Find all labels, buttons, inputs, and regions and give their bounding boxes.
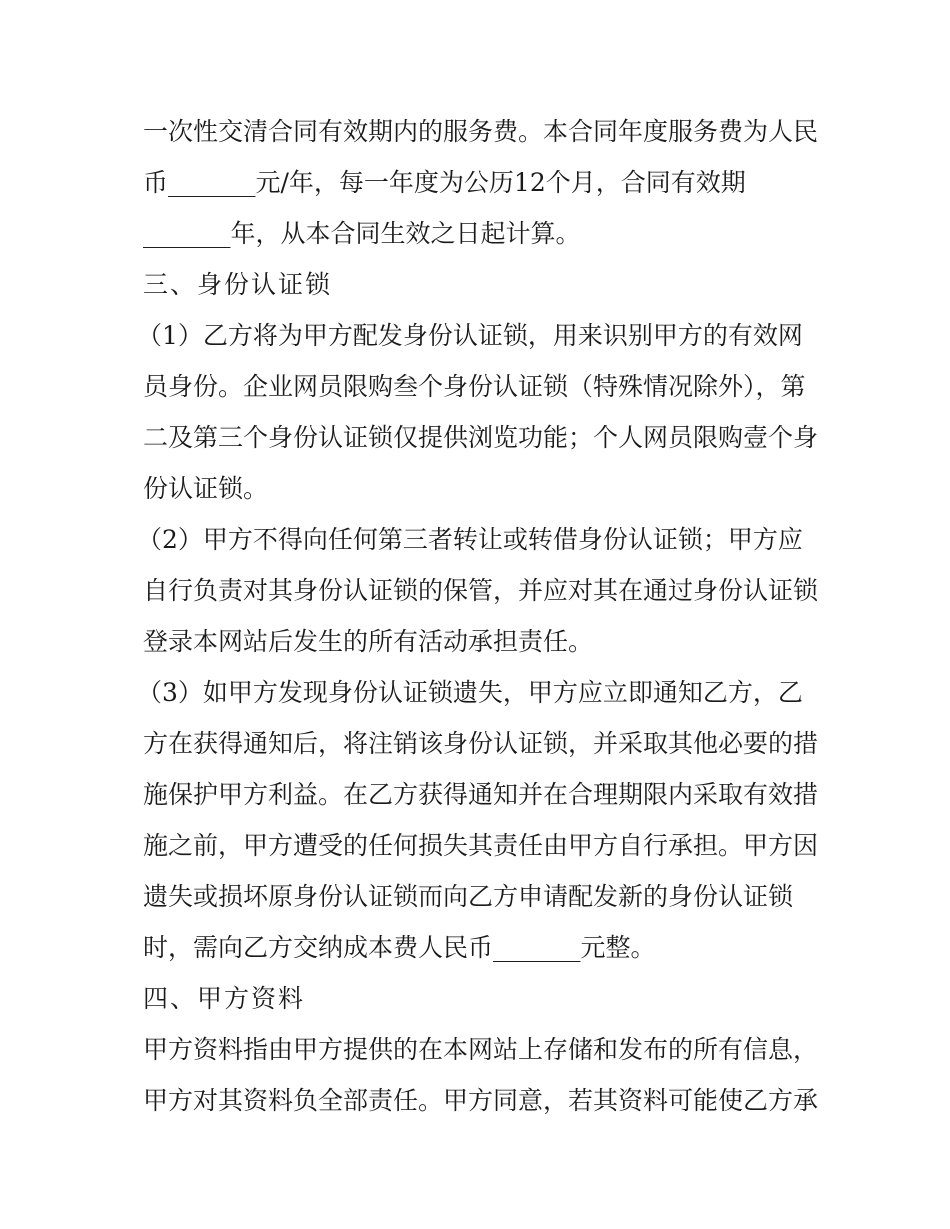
paragraph-line: _______年，从本合同生效之日起计算。: [143, 219, 581, 248]
paragraph-line: （1）乙方将为甲方配发身份认证锁，用来识别甲方的有效网: [137, 321, 803, 350]
paragraph-line: 一次性交清合同有效期内的服务费。本合同年度服务费为人民: [143, 117, 819, 146]
paragraph-line: 施之前，甲方遭受的任何损失其责任由甲方自行承担。甲方因: [143, 831, 819, 860]
section-heading-party-a-data: 四、甲方资料: [143, 984, 306, 1013]
paragraph-line: 员身份。企业网员限购叁个身份认证锁（特殊情况除外），第: [143, 372, 806, 401]
section-heading-identity-lock: 三、身份认证锁: [143, 270, 333, 299]
paragraph-line: 甲方对其资料负全部责任。甲方同意，若其资料可能使乙方承: [143, 1086, 819, 1115]
paragraph-line: 方在获得通知后，将注销该身份认证锁，并采取其他必要的措: [143, 729, 819, 758]
paragraph-line: 份认证锁。: [143, 474, 269, 503]
paragraph-line: 二及第三个身份认证锁仅提供浏览功能；个人网员限购壹个身: [143, 423, 819, 452]
paragraph-line: 币_______元/年，每一年度为公历12个月，合同有效期: [143, 168, 746, 197]
paragraph-line: （3）如甲方发现身份认证锁遗失，甲方应立即通知乙方，乙: [137, 678, 803, 707]
paragraph-line: 遗失或损坏原身份认证锁而向乙方申请配发新的身份认证锁: [143, 882, 794, 911]
paragraph-line: 甲方资料指由甲方提供的在本网站上存储和发布的所有信息，: [143, 1035, 819, 1064]
paragraph-line: 自行负责对其身份认证锁的保管，并应对其在通过身份认证锁: [143, 576, 819, 605]
paragraph-line: 时，需向乙方交纳成本费人民币_______元整。: [143, 933, 656, 962]
document-body: [137, 106, 823, 1126]
paragraph-line: 施保护甲方利益。在乙方获得通知并在合理期限内采取有效措: [143, 780, 819, 809]
paragraph-line: 登录本网站后发生的所有活动承担责任。: [143, 627, 594, 656]
paragraph-line: （2）甲方不得向任何第三者转让或转借身份认证锁；甲方应: [137, 525, 803, 554]
